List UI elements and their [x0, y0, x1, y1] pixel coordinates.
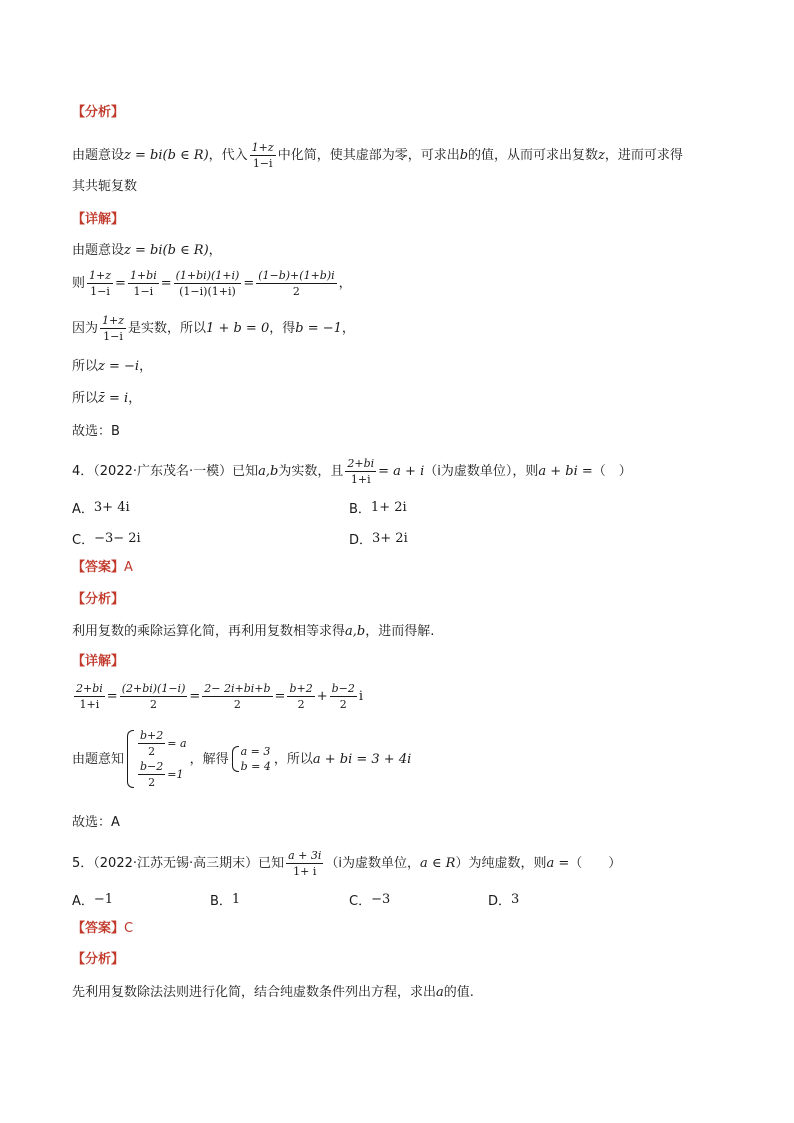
fraction: [174, 270, 242, 297]
text: ）为纯虚数，则: [455, 856, 547, 871]
text: （ ）: [592, 464, 632, 479]
answer-tag: 【答案】: [72, 560, 125, 575]
text: 中化简，使其虚部为零，可求出: [277, 148, 460, 163]
q3-detail-line-1: [72, 244, 222, 257]
option-label: D．: [488, 894, 512, 909]
q5-stem: [72, 850, 621, 877]
fraction: [330, 683, 357, 710]
fraction: [202, 683, 272, 710]
option-value: 3+ 4i: [93, 500, 130, 515]
numerator: b+2: [289, 682, 313, 695]
math-condition: z = bi(b ∈ R): [124, 148, 209, 163]
denominator: 2: [148, 745, 156, 758]
option-value: −3− 2i: [94, 531, 141, 546]
math-eq: 1 + b = 0: [206, 321, 270, 336]
option-label: C．: [72, 533, 95, 548]
option-label: A．: [72, 502, 94, 517]
q4-analysis: [72, 625, 434, 638]
fraction: [128, 270, 159, 297]
numerator: 2− 2i+bi+b: [204, 682, 271, 695]
text: ，进而得解.: [365, 624, 435, 639]
q5-option-a[interactable]: [72, 890, 113, 909]
q3-detail-line-5: [72, 392, 141, 405]
fraction: [138, 761, 165, 788]
math-eq: a = 3: [240, 745, 271, 758]
q3-analysis-line-2: 其共轭复数: [72, 179, 138, 194]
fraction: [100, 315, 126, 342]
numerator: b−2: [140, 760, 164, 773]
denominator: 1+i: [79, 698, 100, 711]
detail-tag: 【详解】: [72, 212, 125, 227]
numerator: 1+z: [102, 314, 125, 327]
text: 的值，从而可求出复数: [468, 148, 599, 163]
math-eq: a + bi =: [538, 464, 593, 479]
fraction: [120, 683, 188, 710]
denominator: 1−i: [103, 330, 123, 343]
math-eq: =1: [167, 768, 184, 781]
numerator: 2+bi: [347, 457, 375, 470]
option-label: C．: [349, 894, 372, 909]
math-eq: z = −i: [98, 359, 140, 374]
q4-choice: 故选：A: [72, 815, 120, 830]
text: 因为: [72, 321, 99, 336]
denominator: 2: [292, 285, 300, 298]
denominator: 2: [339, 698, 347, 711]
answer-value: C: [124, 921, 134, 936]
text: （i为虚数单位），则: [424, 464, 539, 479]
text: ，所以: [273, 751, 313, 767]
option-value: 1+ 2i: [370, 500, 407, 515]
answer-value: A: [124, 560, 133, 575]
text: ，: [341, 321, 355, 336]
numerator: 1+bi: [129, 269, 157, 282]
text: ，解得: [189, 751, 229, 767]
denominator: 1−i: [133, 285, 154, 298]
q4-option-d[interactable]: [349, 529, 408, 548]
fraction: [74, 683, 105, 710]
fraction: [345, 458, 376, 485]
numerator: a + 3i: [288, 849, 322, 862]
text: ，: [208, 243, 222, 258]
option-value: −3: [371, 892, 391, 907]
solution-system: [232, 746, 271, 772]
text: 4．（2022·广东茂名·一模）已知: [72, 464, 259, 479]
math-eq: a =: [546, 856, 570, 871]
denominator: 2: [233, 698, 241, 711]
math-condition: a ∈ R: [420, 856, 456, 871]
fraction: [138, 730, 165, 757]
option-value: 3: [511, 892, 520, 907]
text: 先利用复数除法法则进行化简，结合纯虚数条件列出方程，求出: [72, 985, 437, 1000]
q4-detail-line-1: $\frac{2+bi}{1+i}$ = $\frac{(2+bi)(1-i)}{2}$ = $\frac{2- 2i+bi+b}{2}$ = $\frac{b+2}{2}$ + $\frac{b-2}{2}$ i: [76, 682, 364, 711]
fraction: [287, 683, 314, 710]
answer-tag: 【答案】: [72, 921, 125, 936]
fraction: [286, 850, 323, 877]
q3-detail-line-4: [72, 360, 152, 373]
numerator: 2+bi: [76, 682, 103, 695]
numerator: 1+z: [251, 141, 274, 154]
numerator: (2+bi)(1−i): [121, 682, 186, 695]
option-label: A．: [72, 894, 94, 909]
text: ，得: [269, 321, 296, 336]
fraction: [250, 142, 276, 169]
text: 为实数，且: [278, 464, 344, 479]
option-label: B．: [210, 894, 232, 909]
denominator: (1−i)(1+i): [179, 285, 236, 298]
math-eq: = a: [167, 737, 187, 750]
option-value: 1: [231, 892, 241, 907]
math-eq: b = −1: [295, 321, 342, 336]
text: 的值.: [443, 985, 474, 1000]
text: ，代入: [208, 148, 248, 163]
q5-answer: [72, 922, 133, 935]
text: ，: [139, 359, 153, 374]
math-eq: a + bi = 3 + 4i: [312, 751, 412, 767]
text: 则: [72, 276, 86, 291]
text: 是实数，所以: [128, 321, 207, 336]
q3-detail-line-2: 则 $\frac{1+z}{1-i}$ = $\frac{1+bi}{1-i}$ = $\frac{(1+bi)(1+i)}{(1-i)(1+i)}$ = $\frac{(1-b)+(1+b)i}{2}$ ，: [72, 269, 352, 298]
numerator: 1+z: [89, 269, 112, 282]
denominator: 1−i: [90, 285, 110, 298]
math-tail: i: [358, 689, 364, 704]
text: 由题意设: [72, 243, 125, 258]
option-value: 3+ 2i: [372, 531, 408, 546]
numerator: b−2: [331, 682, 355, 695]
option-value: −1: [93, 892, 114, 907]
text: 所以: [72, 359, 99, 374]
fraction: [87, 270, 113, 297]
math-eq: b = 4: [240, 760, 271, 773]
text: 由题意知: [72, 751, 125, 767]
text: （ ）: [569, 856, 622, 871]
fraction: [256, 270, 336, 297]
q4-stem: [72, 458, 632, 485]
math-eq: = a + i: [378, 464, 425, 479]
math-var: a,b: [345, 624, 366, 639]
math-var: z: [598, 148, 605, 163]
text: 所以: [72, 391, 99, 406]
q3-detail-line-3: [72, 315, 355, 342]
text: ，进而可求得: [604, 148, 683, 163]
q4-answer: [72, 561, 133, 574]
q5-option-d[interactable]: [488, 890, 519, 909]
denominator: 2: [148, 776, 156, 789]
text: 5．（2022·江苏无锡·高三期末）已知: [72, 856, 285, 871]
q4-option-b[interactable]: [349, 498, 407, 517]
math-var: a,b: [258, 464, 279, 479]
option-label: D．: [349, 533, 373, 548]
denominator: 2: [150, 698, 158, 711]
q4-option-a[interactable]: [72, 498, 130, 517]
text: 由题意设: [72, 148, 125, 163]
equation-system: [127, 730, 187, 788]
numerator: (1+bi)(1+i): [175, 269, 240, 282]
math-var: b: [459, 148, 469, 163]
analysis-tag: 【分析】: [72, 952, 125, 967]
q5-analysis: [72, 986, 474, 999]
q3-choice: 故选：B: [72, 424, 120, 439]
math-eq: z̄ = i: [98, 391, 129, 406]
denominator: 1+ i: [293, 865, 317, 878]
math-var: a: [436, 985, 444, 1000]
text: 利用复数的乘除运算化简，再利用复数相等求得: [72, 624, 346, 639]
denominator: 2: [297, 698, 305, 711]
analysis-tag: 【分析】: [72, 105, 125, 120]
option-label: B．: [349, 502, 371, 517]
text: ，: [338, 276, 352, 291]
detail-tag: 【详解】: [72, 654, 125, 669]
math-condition: z = bi(b ∈ R): [124, 243, 209, 258]
numerator: b+2: [140, 729, 164, 742]
q4-detail-line-2: [72, 730, 411, 788]
text: （i为虚数单位，: [325, 856, 421, 871]
analysis-tag: 【分析】: [72, 592, 125, 607]
denominator: 1−i: [252, 157, 273, 170]
q5-option-b[interactable]: [210, 890, 240, 909]
q4-option-c[interactable]: [72, 529, 141, 548]
text: ，: [128, 391, 142, 406]
q5-option-c[interactable]: [349, 890, 390, 909]
denominator: 1+i: [350, 473, 371, 486]
numerator: (1−b)+(1+b)i: [258, 269, 335, 282]
q3-analysis-line-1: [72, 142, 683, 169]
